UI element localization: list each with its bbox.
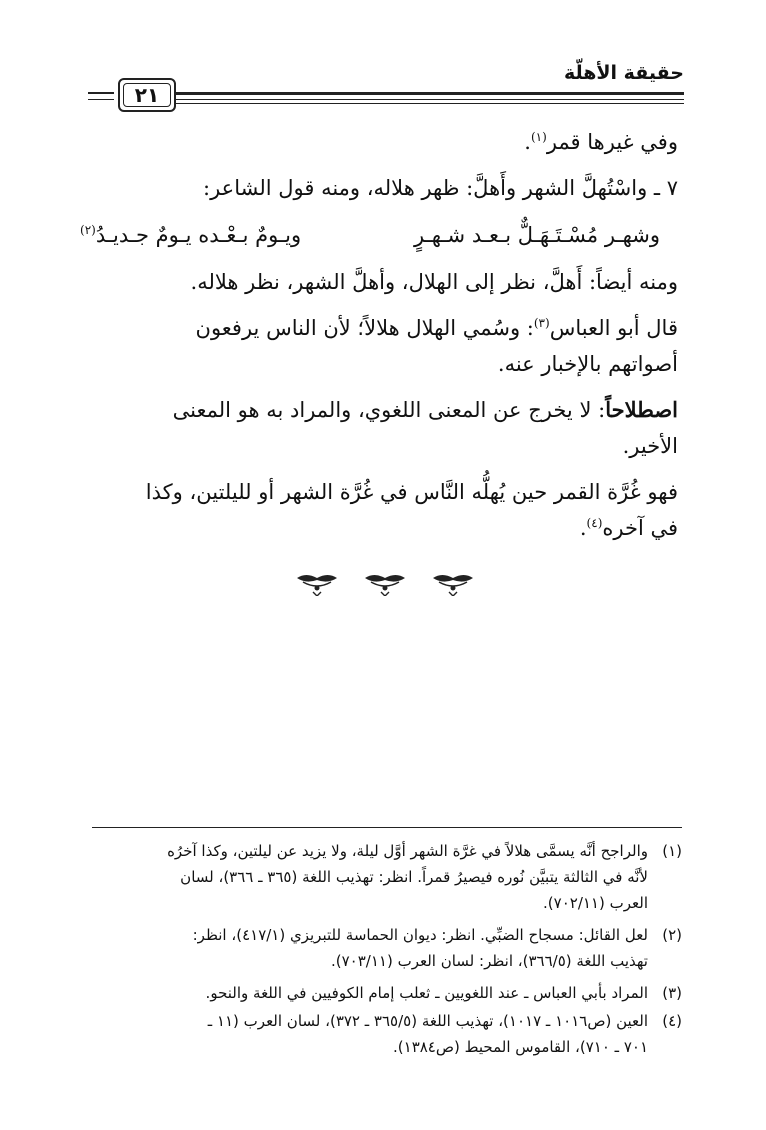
text-line	[580, 510, 678, 546]
floral-ornament-icon	[295, 570, 339, 596]
text-span: : لا يخرج عن المعنى اللغوي، والمراد به هو المعنى	[172, 398, 606, 422]
text-span: المراد بأبي العباس ـ عند اللغويين ـ ثعلب إمام الكوفيين في اللغة والنحو.	[205, 984, 648, 1002]
footnote-line	[208, 1008, 682, 1034]
text-span: .	[579, 516, 587, 540]
text-line: فهو غُرَّة القمر حين يُهلُّه النَّاس في غُرَّة الشهر أو لليلتين، وكذا	[145, 480, 678, 504]
header-rule	[172, 103, 684, 104]
verse-hemistich-second	[80, 217, 301, 253]
running-title: حقيقة الأهلّة	[563, 62, 684, 84]
text-line: ٧ ـ واسْتُهلَّ الشهر وأَهلَّ: ظهر هلاله، ومنه قول الشاعر:	[203, 176, 678, 200]
page-header	[88, 58, 684, 106]
header-rule	[172, 99, 684, 100]
text-line: الأخير.	[622, 434, 678, 458]
footnote-ref: (٢)	[80, 223, 96, 237]
footnote-line	[206, 980, 682, 1006]
text-span: ويـومٌ بـعْـده يـومٌ جـديـدُ	[95, 223, 302, 247]
verse-hemistich-first: وشهـر مُسْـتَـهَـلٌّ بـعـد شـهـرٍ	[413, 223, 660, 247]
text-span: .	[524, 130, 531, 154]
footnote-ref: (٤)	[586, 516, 603, 530]
section-ornaments	[295, 570, 475, 596]
text-line	[524, 124, 678, 160]
footnote-ref: (٣)	[533, 316, 550, 330]
header-rule	[172, 92, 684, 95]
term-heading: اصطلاحاً	[605, 397, 678, 422]
page-number: ٢١	[134, 83, 160, 107]
text-line	[196, 310, 678, 346]
footnote-line: تهذيب اللغة (٣٦٦/٥)، انظر: لسان العرب (٧٠٣/١١).	[330, 952, 648, 970]
footnote-number: (٢)	[662, 926, 682, 944]
text-span: العين (ص١٠١٦ ـ ١٠١٧)، تهذيب اللغة (٣٦٥/٥ ـ ٣٧٢)، لسان العرب (١١ ـ	[207, 1012, 648, 1030]
footnote-line: لأنَّه في الثالثة يتبيَّن نُوره فيصيرُ قمراً. انظر: تهذيب اللغة (٣٦٥ ـ ٣٦٦)، لسان	[180, 868, 648, 886]
footnote-number: (١)	[662, 842, 682, 860]
text-line: أصواتهم بالإخبار عنه.	[497, 352, 678, 376]
text-line	[173, 392, 678, 428]
footnote-separator	[92, 827, 682, 828]
footnote-line	[193, 922, 682, 948]
header-rule-left	[88, 92, 114, 94]
text-span: والراجح أنَّه يسمَّى هلالاً في غرَّة الشهر أوَّل ليلة، ولا يزيد عن ليلتين، وكذا آخرُه	[167, 842, 648, 860]
text-span: في آخره	[602, 516, 678, 540]
text-line: ومنه أيضاً: أَهلَّ، نظر إلى الهلال، وأهلَّ الشهر، نظر هلاله.	[190, 270, 678, 294]
header-rule-left	[88, 99, 114, 100]
page-number-frame	[118, 78, 176, 112]
footnote-ref: (١)	[530, 130, 547, 144]
footnote-line: العرب (٧٠٢/١١).	[543, 894, 648, 912]
floral-ornament-icon	[431, 570, 475, 596]
text-span: لعل القائل: مسجاح الضبِّي. انظر: ديوان الحماسة للتبريزي (٤١٧/١)، انظر:	[192, 926, 648, 944]
footnote-number: (٣)	[662, 984, 682, 1002]
footnote-number: (٤)	[662, 1012, 682, 1030]
footnote-line: ٧٠١ ـ ٧١٠)، القاموس المحيط (ص١٣٨٤).	[393, 1038, 648, 1056]
footnote-line	[167, 838, 682, 864]
text-span: وفي غيرها قمر	[546, 130, 678, 154]
text-span: قال أبو العباس	[549, 316, 678, 340]
text-span: : وسُمي الهلال هلالاً؛ لأن الناس يرفعون	[195, 316, 534, 340]
floral-ornament-icon	[363, 570, 407, 596]
